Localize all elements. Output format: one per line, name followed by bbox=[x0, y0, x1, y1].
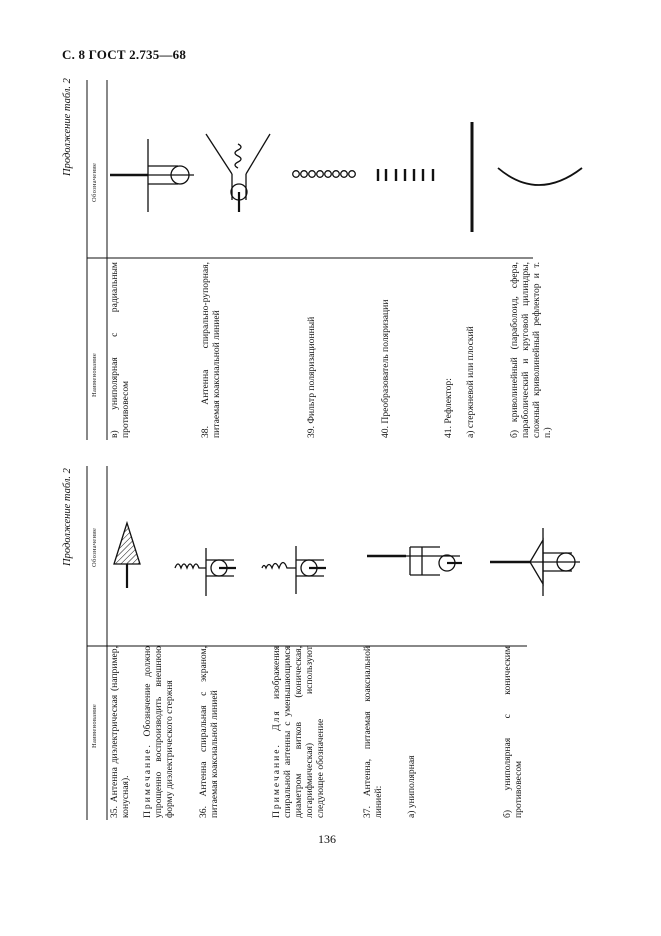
right-row-41b: б) криволинейный (параболоид, сфера, параболический и круговой цилиндры, сложный криволинейный рефлектор и т. п.) bbox=[509, 262, 553, 438]
polarization-converter-symbol bbox=[378, 169, 433, 181]
dielectric-antenna-symbol bbox=[114, 523, 140, 588]
right-col-name-header: Наименование bbox=[91, 352, 98, 397]
right-row-36v: в) униполярная с радиальным противовесом bbox=[109, 262, 131, 438]
left-row-37b: б) униполярная с коническим противовесом bbox=[502, 646, 524, 818]
monopole-radial-counterpoise-symbol bbox=[110, 139, 194, 212]
spiral-horn-antenna-symbol bbox=[206, 134, 270, 212]
left-row-36: 36. Антенна спиральная с экраном, питаемая коаксиальной линией bbox=[198, 646, 220, 818]
right-row-40: 40. Преобразователь поляризации bbox=[380, 299, 391, 438]
left-row-37a: а) униполярная bbox=[406, 755, 417, 818]
right-table-continuation: Продолжение табл. 2 bbox=[62, 78, 73, 176]
polarization-filter-symbol bbox=[293, 171, 356, 178]
left-col-symbol-header: Обозначение bbox=[91, 527, 98, 567]
right-row-38: 38. Антенна спирально-рупорная, питаемая коаксиальной линией bbox=[200, 262, 222, 438]
monopole-conical-counterpoise-symbol bbox=[490, 528, 580, 596]
right-row-41a: а) стержневой или плоский bbox=[465, 326, 476, 438]
log-spiral-antenna-symbol bbox=[262, 546, 326, 594]
curved-reflector-symbol bbox=[498, 168, 582, 185]
page-number: 136 bbox=[318, 832, 336, 846]
left-row-37: 37. Антенна, питаемая коаксиальной линией: bbox=[362, 646, 384, 818]
left-table-continuation: Продолжение табл. 2 bbox=[62, 468, 73, 566]
right-row-41: 41. Рефлектор: bbox=[443, 378, 454, 438]
spiral-antenna-screen-symbol bbox=[175, 548, 236, 596]
right-row-39: 39. Фильтр поляризационный bbox=[306, 316, 317, 438]
left-col-name-header: Наименование bbox=[91, 703, 98, 748]
left-row-35: 35. Антенна диэлектрическая (например, конусная). bbox=[109, 646, 131, 818]
page-header: С. 8 ГОСТ 2.735—68 bbox=[62, 47, 187, 62]
left-row-35-note: Примечание. Обозначение должно упрощенно воспроизводить внешнюю форму диэлектрического стержня bbox=[142, 646, 175, 818]
left-row-36-note: Примечание. Для изображения спиральной антенны с уменьшающимся диаметром витков (коническая, логарифмическая) используют следующее обозначение bbox=[271, 646, 326, 818]
right-col-symbol-header: Обозначение bbox=[91, 162, 98, 202]
monopole-antenna-symbol bbox=[367, 547, 462, 575]
